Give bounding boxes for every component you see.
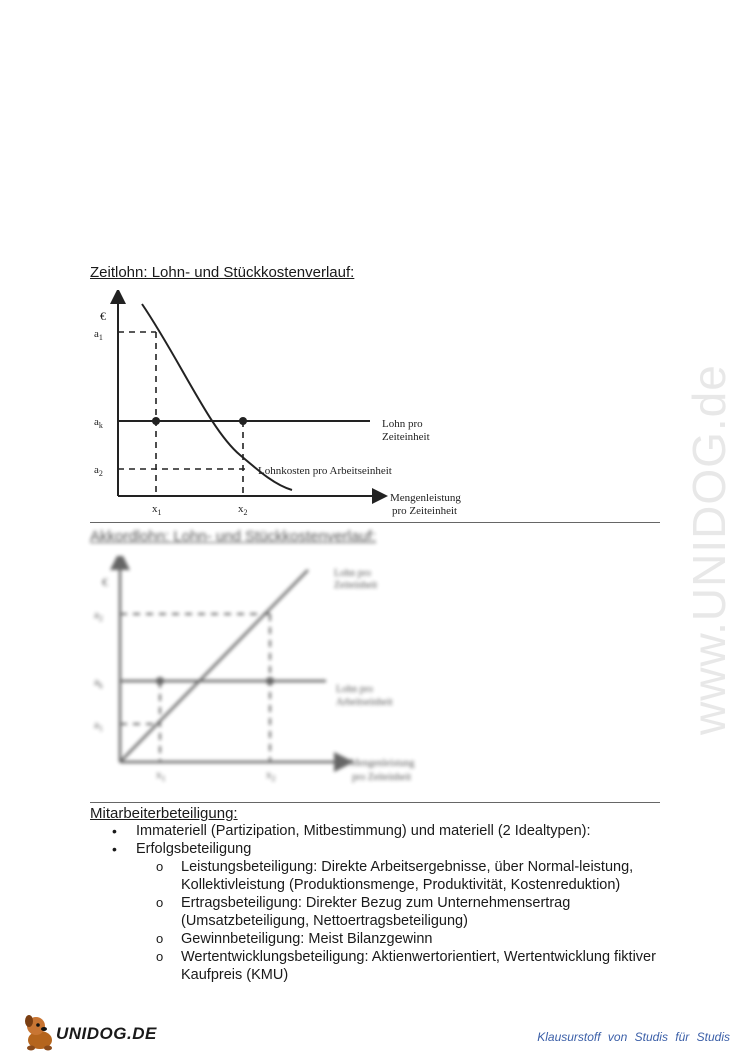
sub-list	[136, 858, 660, 984]
line1-label-2: Zeiteinheit	[334, 580, 378, 591]
divider-1	[90, 522, 660, 523]
sub-list-item-text: Wertentwicklungsbeteiligung: Aktienwertorientiert, Wertentwicklung fiktiver Kaufpreis (KMU)	[181, 949, 656, 983]
tick-a2: $a_2$	[94, 609, 103, 623]
tick-x2: $x_2$	[266, 769, 276, 783]
sub-list-item	[136, 858, 660, 894]
section-title-mitarbeiterbeteiligung: Mitarbeiterbeteiligung:	[90, 805, 238, 822]
unidog-logo[interactable]	[22, 1012, 162, 1052]
tick-a2: $a_2$	[94, 464, 103, 478]
lohnkosten-curve	[142, 304, 292, 490]
x-axis-label-1: Mengenleistung	[350, 758, 415, 769]
lohn-label-2: Zeiteinheit	[382, 431, 430, 443]
lohn-pro-zeiteinheit-line	[120, 570, 308, 762]
section-title-akkordlohn: Akkordlohn: Lohn- und Stückkostenverlauf:	[90, 528, 377, 545]
tick-x2: $x_2$	[238, 503, 248, 517]
point-x2	[266, 677, 274, 685]
divider-2	[90, 802, 660, 803]
point-x1	[156, 677, 164, 685]
line2-label-2: Arbeitseinheit	[336, 697, 393, 708]
list-item	[100, 822, 660, 840]
y-axis-label: €	[102, 575, 108, 589]
x-axis-label-2: pro Zeiteinheit	[392, 505, 458, 517]
line2-label-1: Lohn pro	[336, 684, 373, 695]
list-item-text: Erfolgsbeteiligung	[136, 841, 252, 857]
tick-x1: $x_1$	[156, 769, 166, 783]
chart-akkordlohn	[80, 556, 480, 792]
tick-a1: $a_1$	[94, 719, 103, 733]
y-axis-label: €	[100, 309, 106, 323]
point-x2	[239, 417, 247, 425]
logo-text: UNIDOG.DE	[56, 1024, 157, 1043]
watermark	[655, 280, 750, 750]
line1-label-1: Lohn pro	[334, 568, 371, 579]
x-axis-label-1: Mengenleistung	[390, 492, 461, 504]
chart-zeitlohn	[80, 290, 480, 520]
list-item	[100, 840, 660, 984]
footer-tagline: Klausurstoff von Studis für Studis	[537, 1030, 730, 1044]
sub-list-item-text: Leistungsbeteiligung: Direkte Arbeitsergebnisse, über Normal-leistung, Kollektivleistung (Produktionsmenge, Produktivität, Kostenreduktion)	[181, 859, 634, 893]
section-title-zeitlohn: Zeitlohn: Lohn- und Stückkostenverlauf:	[90, 264, 355, 281]
sub-list-item-text: Ertragsbeteiligung: Direkter Bezug zum Unternehmensertrag (Umsatzbeteiligung, Nettoertragsbeteiligung)	[181, 895, 571, 929]
bullet-list	[100, 822, 660, 984]
lohn-label-1: Lohn pro	[382, 418, 423, 430]
sub-list-item	[136, 948, 660, 984]
sub-list-item	[136, 894, 660, 930]
lohnkosten-label: Lohnkosten pro Arbeitseinheit	[258, 465, 392, 477]
tick-a1: $a_1$	[94, 328, 103, 342]
tick-ak: $a_k$	[94, 416, 103, 430]
list-item-text: Immateriell (Partizipation, Mitbestimmung) und materiell (2 Idealtypen):	[136, 823, 591, 839]
tick-x1: $x_1$	[152, 503, 162, 517]
sub-list-item	[136, 930, 660, 948]
watermark-text: www.UNIDOG.de	[683, 364, 735, 735]
dog-icon	[22, 1012, 58, 1052]
x-axis-label-2: pro Zeiteinheit	[352, 772, 412, 783]
sub-list-item-text: Gewinnbeteiligung: Meist Bilanzgewinn	[181, 931, 433, 947]
tick-ak: $a_k$	[94, 676, 103, 690]
point-x1	[152, 417, 160, 425]
